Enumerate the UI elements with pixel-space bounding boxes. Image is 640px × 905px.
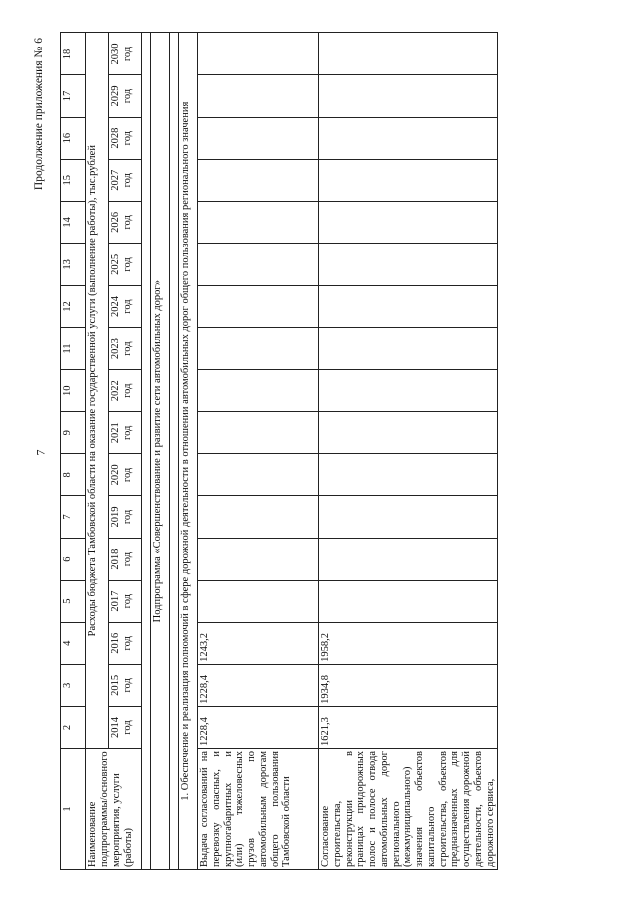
- year-header: 2028 год: [109, 117, 142, 159]
- row-value: [198, 580, 319, 622]
- spacer-cell: [142, 33, 151, 870]
- row-value: [319, 454, 498, 496]
- table-row: [198, 33, 319, 870]
- column-number: 15: [61, 159, 86, 201]
- subprogram-row: [151, 33, 170, 870]
- row-value: [319, 538, 498, 580]
- column-number: 13: [61, 243, 86, 285]
- year-row: [109, 33, 142, 870]
- row-value: [198, 454, 319, 496]
- row-value: [198, 117, 319, 159]
- year-header: 2027 год: [109, 159, 142, 201]
- column-number: 16: [61, 117, 86, 159]
- row-value: [198, 538, 319, 580]
- year-header: 2018 год: [109, 538, 142, 580]
- column-number: 14: [61, 201, 86, 243]
- column-number: 1: [61, 749, 86, 870]
- year-header: 2023 год: [109, 328, 142, 370]
- column-number: 8: [61, 454, 86, 496]
- year-header: 2017 год: [109, 580, 142, 622]
- spacer-row: [142, 33, 151, 870]
- column-number: 17: [61, 75, 86, 117]
- row-value: [319, 412, 498, 454]
- year-header: 2025 год: [109, 243, 142, 285]
- row-value: [319, 370, 498, 412]
- year-header: 2015 год: [109, 664, 142, 706]
- row-value: [198, 33, 319, 75]
- row-value: 1243,2: [198, 622, 319, 664]
- spacer-cell: [170, 33, 179, 870]
- rotated-page: [30, 18, 605, 888]
- year-header: 2029 год: [109, 75, 142, 117]
- table-row: [319, 33, 498, 870]
- year-header: 2022 год: [109, 370, 142, 412]
- row-value: [319, 201, 498, 243]
- year-header: 2026 год: [109, 201, 142, 243]
- column-number: 5: [61, 580, 86, 622]
- row-value: [319, 328, 498, 370]
- continuation-label: Продолжение приложения № 6: [33, 38, 45, 191]
- column-number: 18: [61, 33, 86, 75]
- year-header: 2019 год: [109, 496, 142, 538]
- row-value: [319, 75, 498, 117]
- row-value: [198, 201, 319, 243]
- row-value: [198, 370, 319, 412]
- column-number: 11: [61, 328, 86, 370]
- row-value: [198, 243, 319, 285]
- column-number: 3: [61, 664, 86, 706]
- year-header: 2030 год: [109, 33, 142, 75]
- section-title: 1. Обеспечение и реализация полномочий в сфере дорожной деятельности в отношении автомобильных дорог общего пользования регионального значения: [179, 33, 198, 870]
- page-number: 7: [33, 449, 48, 456]
- year-header: 2014 год: [109, 706, 142, 748]
- column-number: 7: [61, 496, 86, 538]
- expenses-table: [60, 32, 498, 870]
- row-value: [198, 496, 319, 538]
- subprogram-title: Подпрограмма «Совершенствование и развитие сети автомобильных дорог»: [151, 33, 170, 870]
- row-value: 1958,2: [319, 622, 498, 664]
- column-number: 4: [61, 622, 86, 664]
- column-number: 9: [61, 412, 86, 454]
- row-value: 1228,4: [198, 664, 319, 706]
- row-value: [198, 285, 319, 327]
- expenses-title: Расходы бюджета Тамбовской области на оказание государственной услуги (выполнение работы), тыс.рублей: [86, 33, 109, 749]
- row-value: [319, 33, 498, 75]
- row-value: 1228,4: [198, 706, 319, 748]
- year-header: 2020 год: [109, 454, 142, 496]
- row-value: [198, 75, 319, 117]
- row-value: [319, 496, 498, 538]
- row-name: Согласование строительства, реконструкции в границах придорожных полос и полосе отвода автомобильных дорог регионального (межмуниципального) значения объектов капитального строительства, объектов предназначенных для осуществления дорожной деятельности, объектов дорожного сервиса,: [319, 749, 498, 870]
- year-header: 2016 год: [109, 622, 142, 664]
- column-number: 12: [61, 285, 86, 327]
- row-value: [319, 117, 498, 159]
- column-number: 2: [61, 706, 86, 748]
- row-name: Выдача согласований на перевозку опасных, и крупногабаритных и (или) тяжеловесных грузов по автомобильным дорогам общего пользования Тамбовской области: [198, 749, 319, 870]
- column-number-row: [61, 33, 86, 870]
- row-value: [198, 328, 319, 370]
- year-header: 2024 год: [109, 285, 142, 327]
- row-value: 1621,3: [319, 706, 498, 748]
- row-value: 1934,8: [319, 664, 498, 706]
- row-value: [319, 159, 498, 201]
- name-column-header: Наименование подпрограммы/основного мероприятия, услуги (работы): [86, 749, 142, 870]
- row-value: [198, 159, 319, 201]
- row-value: [319, 580, 498, 622]
- section-row: [179, 33, 198, 870]
- row-value: [319, 285, 498, 327]
- column-number: 10: [61, 370, 86, 412]
- column-number: 6: [61, 538, 86, 580]
- header-row: [86, 33, 109, 870]
- spacer-row: [170, 33, 179, 870]
- row-value: [319, 243, 498, 285]
- row-value: [198, 412, 319, 454]
- year-header: 2021 год: [109, 412, 142, 454]
